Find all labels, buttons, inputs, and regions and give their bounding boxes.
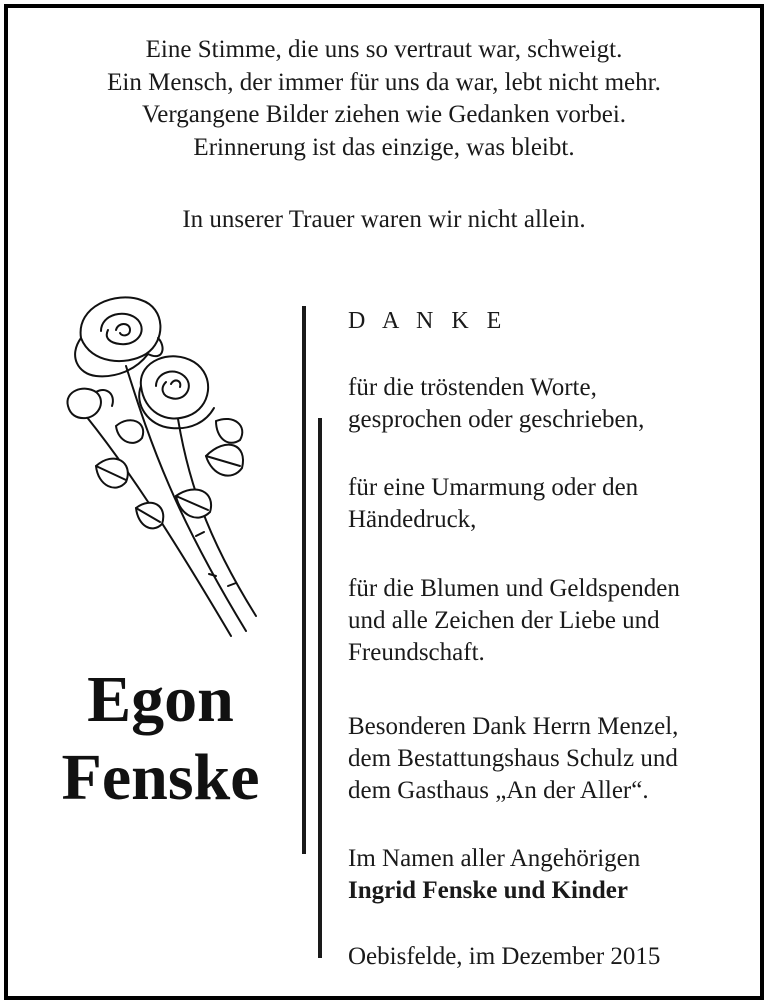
divider-line — [318, 418, 322, 958]
poem-line: Eine Stimme, die uns so vertraut war, schweigt. — [145, 36, 623, 63]
thanks-heading: D A N K E — [348, 308, 508, 334]
signature-intro: Im Namen aller Angehörigen — [348, 845, 641, 872]
poem-line: Erinnerung ist das einzige, was bleibt. — [193, 133, 575, 161]
signature-names: Ingrid Fenske und Kinder — [348, 877, 628, 904]
thanks-block — [348, 472, 758, 536]
closing-line: In unserer Trauer waren wir nicht allein. — [182, 206, 586, 233]
signature — [348, 843, 758, 907]
thanks-block — [348, 711, 758, 807]
thanks-line: Händedruck, — [348, 506, 477, 533]
obituary-card — [4, 4, 764, 1000]
thanks-block — [348, 372, 758, 436]
thanks-line: Freundschaft. — [348, 639, 485, 666]
thanks-line: für die tröstenden Worte, — [348, 374, 597, 401]
roses-icon — [56, 286, 276, 646]
thanks-line: Besonderen Dank Herrn Menzel, — [348, 713, 679, 740]
thanks-line: für eine Umarmung oder den — [348, 474, 639, 501]
divider-line — [302, 306, 306, 854]
deceased-first-name: Egon — [87, 663, 234, 736]
place-date: Oebisfelde, im Dezember 2015 — [348, 943, 661, 970]
thanks-line: gesprochen oder geschrieben, — [348, 406, 645, 433]
thanks-line: für die Blumen und Geldspenden — [348, 575, 680, 602]
poem — [8, 34, 760, 164]
thanks-line: und alle Zeichen der Liebe und — [348, 607, 660, 634]
thanks-line: dem Gasthaus „An der Aller“. — [348, 777, 649, 804]
poem-line: Ein Mensch, der immer für uns da war, lebt nicht mehr. — [107, 68, 661, 96]
thanks-line: dem Bestattungshaus Schulz und — [348, 745, 678, 772]
thanks-block — [348, 573, 758, 669]
poem-line: Vergangene Bilder ziehen wie Gedanken vorbei. — [141, 101, 627, 128]
deceased-last-name: Fenske — [61, 741, 260, 814]
